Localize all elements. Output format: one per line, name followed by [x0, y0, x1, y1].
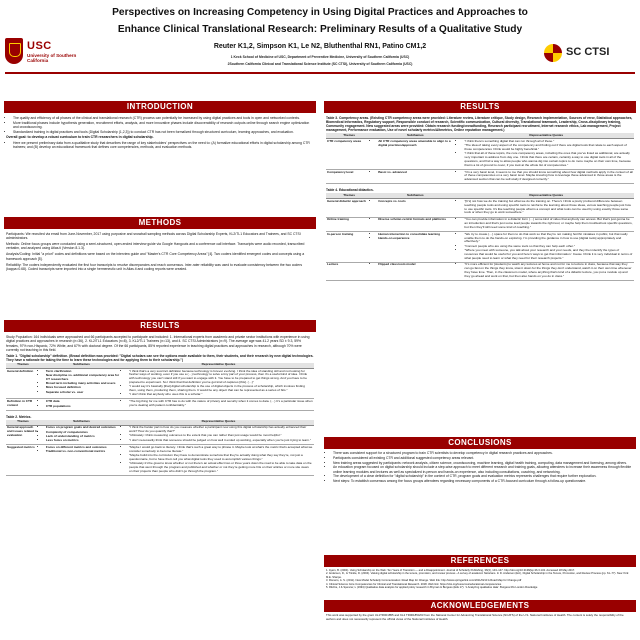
- table4-subtheme: • Hands-on experience: [378, 237, 457, 241]
- table2-subtheme: • Focus on program goals and desired outcomes: [46, 426, 122, 430]
- usc-logo-short: USC: [27, 40, 52, 52]
- table4-subtheme: • Concepts vs. tools: [378, 200, 457, 204]
- table4-quote: • "We try to create (…) space for them to do that work so that they're not making horrific mistakes in public, but that really enable them to do the hands-on exploring. I'm providing the guidance in how to use [digital tools] appropriately and effectively.": [464, 233, 633, 244]
- table2-column-header: Themes: [6, 420, 40, 425]
- results-left-body: [6, 335, 314, 476]
- table2-caption: Table 2. Metrics.: [6, 414, 32, 419]
- table1-row: [6, 368, 314, 399]
- table2-quote: • "Ultimately it'd be great to know whether or not there's an actual effect two or three years down the road to be able to take data on the people that went through the program and published and whether or not they're getting more hits on their articles or more site views on their projects than people who didn't go through the program.": [129, 462, 313, 473]
- study-population: Study Population: 164 individuals were approached and 66 participants accepted to participate and included: 1. International experts from academic and private sector institutions with experience in using digital practices and approaches in research (n=36), 2. KL2/TL1 Educators (n=8), 3. KL2/TL1 Trainees (n=13), and 4. SC CTSI Administrators (n=9). The average age was 41.2 years SD ± 9.3, 59% females, 97% non-Hispanic, 72% White, and 67% with doctoral degree. Of the 66 participants, 85% reported experience in teaching digital practices and approaches in research, although 70% were currently not teaching in this field.: [6, 335, 310, 352]
- table1-quotes-list: [124, 400, 313, 408]
- table4-quote: • "[It's] not how we do the training but what we do the training on. There's I think a pretty profound difference between teaching people tools and using specific tools to reinforce the learning about those ideas, versus teaching people just how to use specific tools. It's like teaching people what is a concept and what tools can be used by using exactly those same tools or when they go to work somewhere.": [464, 200, 633, 215]
- table4-caption: Table 4. Educational didactics.: [326, 188, 374, 193]
- table2-quotes-cell: [123, 445, 314, 476]
- sc-ctsi-logo-text: SC CTSI: [566, 46, 610, 58]
- table4-subthemes-cell: [372, 217, 458, 231]
- references-heading: REFERENCES: [324, 555, 636, 567]
- usc-shield-icon: [5, 38, 23, 64]
- table3-subtheme: • All CTR competency areas amenable to align to a digital practices/approach: [378, 140, 457, 148]
- table3-column-header: Themes: [326, 133, 372, 138]
- table2-quotes-list: [124, 446, 313, 474]
- table2-row: [6, 425, 314, 445]
- table4-quote: • "Where you meet with someone, you talk about your research and your needs, and they then identify the types of resources that would be useful for you and here's ways to get that information.' Cause I think it is very individual in terms of what people need to learn or what they need for their research projects.": [464, 249, 633, 260]
- table3-subthemes-cell: [372, 169, 458, 183]
- conclusions-body: [326, 451, 634, 484]
- table1-subtheme: • New discipline vs. additional competency area for CT researchers: [46, 374, 122, 382]
- table1-subtheme: • CTR populations: [46, 405, 122, 409]
- affiliation-2: 2Southern California Clinical and Translational Science Institute (SC CTSI), University of Southern California (USC): [227, 62, 413, 66]
- affiliation-1: 1 Keck School of Medicine of USC, Department of Preventive Medicine, University of Southern California (USC): [230, 55, 410, 59]
- table2-quote: • "Maybe build into the curriculum they have to demonstrate somehow that they're actually doing what they say they're, not just a questionnaire, but to have them tell you what digital tools they used to accomplish various things.": [129, 454, 313, 462]
- table2-subthemes-cell: [40, 445, 123, 476]
- table4-subtheme: • Flipped classroom model: [378, 263, 457, 267]
- table4-row: [326, 262, 634, 280]
- table4-quotes-cell: [458, 231, 634, 262]
- table2-quote: • "I think the harder part is how do you measure whether a participant now using this digital scholarship has actually enhanced their work? How do you quantify that?": [129, 426, 313, 434]
- table3-subthemes-list: [373, 140, 457, 148]
- introduction-bullets-2: [6, 141, 314, 150]
- table4-column-header: Representative Quotes: [458, 193, 634, 198]
- table4-subthemes-cell: [372, 262, 458, 280]
- table4-theme-cell: Lecture: [326, 262, 372, 280]
- table1-subtheme: • CTR data: [46, 400, 122, 404]
- table3-quote: • "I think there's something digital that can run through all of these.": [464, 140, 633, 144]
- reference-item: 4. Clinical Science Core Competencies for Clinical and Translational Research. 2018. Web link: https://ctsi.org/resources/educational-competencies: [326, 582, 502, 586]
- table2-row: [6, 445, 314, 476]
- introduction-heading: INTRODUCTION: [4, 101, 316, 113]
- table3-quote: • "The idea of taking every aspect of the competency and finding out if there are digital tools that relate to each aspect of those competencies I think would be highly beneficial.": [464, 144, 633, 152]
- table2-column-header: Subthemes: [40, 420, 123, 425]
- table4-theme-cell: General didactic approach: [326, 199, 372, 217]
- reference-item: 2. Andersen, D., & Trinkle, D. (2004). Valuing digital scholarship in the tenure, promotion, and review process - A survey of academic historians. In D. Andersen (Ed.), Digital Scholarship in the Tenure, Promotion, and Review Process (pp. 61–77). New York: M.E. Sharpe.: [326, 572, 629, 579]
- table4-row: [326, 231, 634, 262]
- results-left-heading: RESULTS: [4, 320, 316, 332]
- table2-subtheme: • Lack of understanding of metrics: [46, 435, 122, 439]
- table1-quote: • "I would say it's basically [that] digital scholarship is the use of digital objects in the process of scholarship, which involves finding them, using them, producing them, sharing them. It would be any object that can be represented as a series of bits.": [129, 385, 313, 393]
- conclusion-bullet: • Participants considered all existing CTR and additional suggested competency areas relevant.: [333, 456, 634, 460]
- table4-theme-cell: Online training: [326, 217, 372, 231]
- table2-subthemes-list: [41, 426, 122, 443]
- table4-quotes-cell: [458, 217, 634, 231]
- table1-subtheme: • Separate scholar vs. user: [46, 391, 122, 395]
- table2: [6, 420, 314, 476]
- results-right-body: [326, 116, 634, 281]
- conclusion-bullet: • An education program focused on digital scholarship should include a step-wise approach to meet different research and training goals, allowing attendees to increase their awareness through flexible online learning modules and lectures as well as specialized in-person and hands-on experience, also including consultations, coaching, and networking.: [333, 465, 634, 474]
- table4-subthemes-cell: [372, 199, 458, 217]
- acknowledgements-heading: ACKNOWLEDGEMENTS: [324, 600, 636, 612]
- introduction-goal: Overall goal: to develop a robust curriculum to train CTR researchers in digital scholarship.: [6, 135, 154, 140]
- table1-row: [6, 399, 314, 410]
- poster-title-line-2: Enhance Clinical Translational Research: Preliminary Results of a Qualitative Study: [117, 24, 523, 35]
- table4-row: [326, 199, 634, 217]
- table1-subtheme: • Term clarification: [46, 370, 122, 374]
- table2-quote: • "Maybe I would go back to literary. I think that's such a great way to phrase it. Maybe look at what's the metric that's accepted what we consider somebody to become literate.": [129, 446, 313, 454]
- table1-quotes-cell: [123, 399, 314, 410]
- authors: Reuter K1,2, Simpson K1, Le N2, Bluthenthal RN1, Patino CM1,2: [213, 43, 427, 50]
- introduction-bullets: [6, 116, 314, 134]
- table3-quotes-cell: [458, 169, 634, 183]
- table3-theme-cell: CTR competency areas: [326, 139, 372, 170]
- table4-row: [326, 217, 634, 231]
- table3-row: [326, 169, 634, 183]
- table3-column-header: Representative Quotes: [458, 133, 634, 138]
- table2-quote: • "I don't necessarily think that someone should be judged on how well it ended up working, especially when you're just trying to learn.": [129, 439, 313, 443]
- table3-caption: Table 3. Competency areas. (Existing CTR competency areas were provided: Literature review, Literature critique, Study design, Research implementation, Sources of error, Statistical approaches, Biomedical informatics, Regulatory support, Responsible conduct of research, Scientific communication, Cultural diversity, Translational teamwork, Leadership, Cross-disciplinary training, Community engagement. New suggested areas were provided: Obtain research funding/crowdfunding, Research participant recruitment, Internet research ethics, Lab management, Project management, Performance evaluation, Use of novel scholarly metrics/Altmetrics, Online reputation management.): [326, 116, 633, 133]
- table2-subthemes-list: [41, 446, 122, 454]
- introduction-bullet: • Here we present preliminary data from a qualitative study that describes the range of key stakeholders' perspectives on the need to: (A) formalize educational efforts in digital scholarship among CTR trainees; and (B) develop an educational framework that defines core competencies, methods, and evaluation methods.: [13, 141, 314, 150]
- conclusion-bullet: • The development of a clear definition for "digital scholarship" in the context of CTR, program goals and evaluation metrics represents challenges that require further exploration.: [333, 474, 634, 478]
- table3-quotes-cell: [458, 139, 634, 170]
- methods-body: [6, 232, 314, 273]
- table2-quote: • "Ultimately I think measuring outcomes to the extent that you can rather than just usage would be most helpful.": [129, 434, 313, 438]
- table1-subtheme: • More focused definition: [46, 386, 122, 390]
- table1-subthemes-list: [41, 370, 122, 395]
- table3-quotes-list: [459, 140, 633, 168]
- table4-subtheme: • Human interaction to consolidate learning: [378, 233, 457, 237]
- table4-quotes-cell: [458, 262, 634, 280]
- table2-theme-cell: General approach and issues related to evaluation: [6, 425, 40, 445]
- table4-quotes-list: [459, 263, 633, 278]
- usc-logo: [5, 38, 87, 72]
- methods-reliability: Reliability: The coders independently evaluated the first four transcripts to resolve discrepancies and reach consensus. Inter-rater reliability was used to evaluate consistency between the two coders (kappa=0.68). Coded transcripts were imported into a single hermeneutic unit in Atlas.ti and coding reports were created.: [6, 262, 303, 271]
- table1-quote: • "I think that's a very succinct definition because technology is forever evolving. I think the idea of standing still and not looking for fresher ways of working, even if you use a (…) technology to solve a tiny part of your process, then it's a useful kind of idea. I think with technology you can't stand still if you want to engage with it. You have to be prepared to get things wrong. And you have to be prepared to experiment. So I think that that definition you've got kind of captures [this]. (…)": [129, 370, 313, 385]
- methods-participants: Participants: We recruited via email from June-November, 2017 using purposive and snowball sampling methods across Digital Scholarship Experts, KL2/TL1 Educators and Trainees, and SC CTSI administrators.: [6, 232, 301, 241]
- table2-subtheme: • Less focus on metrics: [46, 439, 122, 443]
- table2-body: [6, 425, 314, 475]
- table1-theme-cell: General definition: [6, 368, 40, 399]
- table1-caption: Table 1. "Digital scholarship" definition. (Broad definition was provided: "Digital scholars can see the options made available to them, their students, and their research by new digital technologies. They have a rationale for taking the time to learn these technologies and for applying them to their scholarship."): [6, 353, 314, 362]
- references-list: [326, 569, 634, 589]
- results-right-heading: RESULTS: [324, 101, 636, 113]
- table1-column-header: Subthemes: [40, 363, 123, 368]
- introduction-bullet: • The quality and efficiency of all phases of the clinical and translational research (CTR) process can potentially be increased by using digital practices and tools in open and networked contexts.: [13, 116, 314, 120]
- table1-quotes-cell: [123, 368, 314, 399]
- reference-item: 1. Ayers, B. (2004). Using Scholarship on the Web: Ten Years of Transition — and a Disappointment. Journal of Scholarly Publishing, 36(3), 143–147. http://doi.org/10.3138/jsp.36.3.143. Accessed 18 May 2017.: [326, 569, 576, 572]
- conclusion-bullet: • There was consistent support for a structured program to train CTR scientists to develop competency in digital research practices and approaches.: [333, 451, 634, 455]
- table4-theme-cell: In-person training: [326, 231, 372, 262]
- table4-quotes-list: [459, 218, 633, 229]
- sc-ctsi-logo: [544, 42, 634, 64]
- reference-item: 5. Ritchie, J & Spencer, L (1994) Qualitative data analysis for applied policy research in Bryman & Burgess (Eds 17). '1 Analyzing qualitative data'. Burgess RG London Routledge: [326, 586, 538, 590]
- table1-column-header: Themes: [6, 363, 40, 368]
- table3-quotes-list: [459, 171, 633, 182]
- table2-subtheme: • Complexity of competencies: [46, 431, 122, 435]
- introduction-bullet: • Standardized training in digital practices and tools (Digital Scholarship (1,2,3)) to conduct CTR has not been formalized through structured curriculum, learning approaches, and evaluation.: [13, 130, 314, 134]
- table3-theme-cell: Competency level: [326, 169, 372, 183]
- acknowledgements-body: This work was supported by the grant UL1TR001855 and KL2 TR001854/03 from the National Center for Advancing Translational Science (NCATS) of the U.S. National Institutes of Health. The content is solely the responsibility of the authors and does not necessarily represent the official views of the National Institutes of Health.: [326, 613, 624, 621]
- table3-subthemes-cell: [372, 139, 458, 170]
- references-body: [326, 569, 634, 589]
- table1-subthemes-list: [41, 400, 122, 408]
- table4-subthemes-cell: [372, 231, 458, 262]
- table1-subthemes-cell: [40, 368, 123, 399]
- table4-quote: • "Connect people who are using the same tools so that they can help each other.": [464, 245, 633, 249]
- table2-subtheme: • Focus on different metrics and outcomes: [46, 446, 122, 450]
- table4-quote: • "You can provide information in a didactic form (…) some kind of video that anybody can access. But that's just gonna be an introduction and that's just some lead people towards the right tool, or maybe help them troubleshoot specific questions, but then they'll still need some kind of coaching.": [464, 218, 633, 229]
- conclusions-heading: CONCLUSIONS: [324, 437, 636, 449]
- table1-theme-cell: Definition in CTR context: [6, 399, 40, 410]
- table4-subtheme: • Diverse scholar-centric formats and platforms: [378, 218, 457, 222]
- table1: [6, 363, 314, 411]
- introduction-body: [6, 116, 314, 150]
- table4-quotes-list: [459, 200, 633, 215]
- table2-quotes-cell: [123, 425, 314, 445]
- table4-quotes-list: [459, 233, 633, 261]
- table2-subthemes-cell: [40, 425, 123, 445]
- methods-heading: METHODS: [4, 217, 316, 229]
- table1-column-header: Representative Quotes: [123, 363, 314, 368]
- conclusion-bullet: • Next steps: To establish consensus among the focus groups attendees regarding necessary components of a CTR-focused curriculum through a follow-up questionnaire.: [333, 479, 634, 483]
- table4-subthemes-list: [373, 200, 457, 204]
- table3-subthemes-list: [373, 171, 457, 175]
- table4-subthemes-list: [373, 218, 457, 222]
- table3-row: [326, 139, 634, 170]
- poster-title-line-1: Perspectives on Increasing Competency in Using Digital Practices and Approaches to: [112, 7, 528, 18]
- table4-subthemes-list: [373, 233, 457, 241]
- table3-body: [326, 139, 634, 184]
- table1-quote: • "The big thing for me with CTR has to do with the nature of privacy and security when it comes to data. (…) It's a particular issue when you're dealing with patient confidentiality.": [129, 400, 313, 408]
- table1-subthemes-cell: [40, 399, 123, 410]
- conclusions-bullets: [326, 451, 634, 484]
- table3: [326, 133, 634, 184]
- table3-column-header: Subthemes: [372, 133, 458, 138]
- table1-subtheme: • Broad term including many activities and users: [46, 382, 122, 386]
- table3-quote: • "I think that all of these topics, the core competency areas, including the ones that you've listed as additional, are actually very important to address from day one. I think that there are certain, certainly a way to use digital tools in all of the questions, and find a way to allow people who wanna dig into certain topics to do more maybe on their own time, because that is a lot of ground to cover, if you look at the whole list of competencies.": [464, 152, 633, 167]
- table4-body: [326, 199, 634, 281]
- table1-body: [6, 368, 314, 410]
- table1-quote: • "I don't think that anybody who uses this is a scholar.": [129, 393, 313, 397]
- table2-quotes-list: [124, 426, 313, 442]
- table2-theme-cell: Suggested metrics: [6, 445, 40, 476]
- table3-quote: • "On a very basic level, it seems to me that you should know something about how digital methods apply in the context of all of these competencies on a very basic level. Maybe knowing how to leverage these advanced in those areas is the advanced section that can be self-study if designed correctly.": [464, 171, 633, 182]
- table1-quotes-list: [124, 370, 313, 398]
- conclusion-bullet: • New training areas suggested by participants: network analysis, citizen science, crowdsourcing, machine learning, digital health training, computing, data management and licensing, among others.: [333, 461, 634, 465]
- introduction-bullet: • More traditional phases include hypothesis generation, recruitment efforts, analysis, and more innovative phases include discoverability of research outputs online through search engine optimization and crowdsourcing.: [13, 121, 314, 130]
- table4-quote: • "It's more efficient for [students] to watch any lectures at home and not for me to lecture in class, because that way they can go fast on the things they know, slow it down for the things they don't understand, watch it on their own time whenever they have time. Then, in the classroom model, where anything that's kind of a didactic lecture, you put a module up and they go ahead and work on that, but then also hands on you do in class.": [464, 263, 633, 278]
- table4: [326, 193, 634, 281]
- table2-subtheme: • Traditional vs. non-conventional metrics: [46, 450, 122, 454]
- usc-logo-long: University of Southern California: [27, 53, 77, 64]
- sc-ctsi-mark-icon: [544, 44, 562, 62]
- header-divider: [5, 72, 635, 74]
- table4-quotes-cell: [458, 199, 634, 217]
- table4-column-header: Themes: [326, 193, 372, 198]
- table3-subtheme: • Basic vs. advanced: [378, 171, 457, 175]
- methods-methods: Methods: Online focus groups were conducted using a semi-structured, open-ended interview guide via Google Hangouts and a conference call interface. Transcripts were audio recorded, transcribed verbatim, and analyzed using Atlas.ti (Version 8.1.3).: [6, 242, 305, 251]
- reference-item: 3. Romero, A. S. (2011). New Model Scholarly Communication: Road Map for Change. Web link: http://www.springerlink.com/2011/0213 A Road Map for Change.pdf: [326, 579, 522, 583]
- table4-column-header: Subthemes: [372, 193, 458, 198]
- table4-subthemes-list: [373, 263, 457, 267]
- table2-column-header: Representative Quotes: [123, 420, 314, 425]
- methods-analysis: Analysis/Coding: Initial "a priori" codes and definitions were based on the interview guide and "Master's CTR Core Competency Areas" [4]. Two coders identified emergent codes and concepts using a framework approach [5].: [6, 252, 305, 261]
